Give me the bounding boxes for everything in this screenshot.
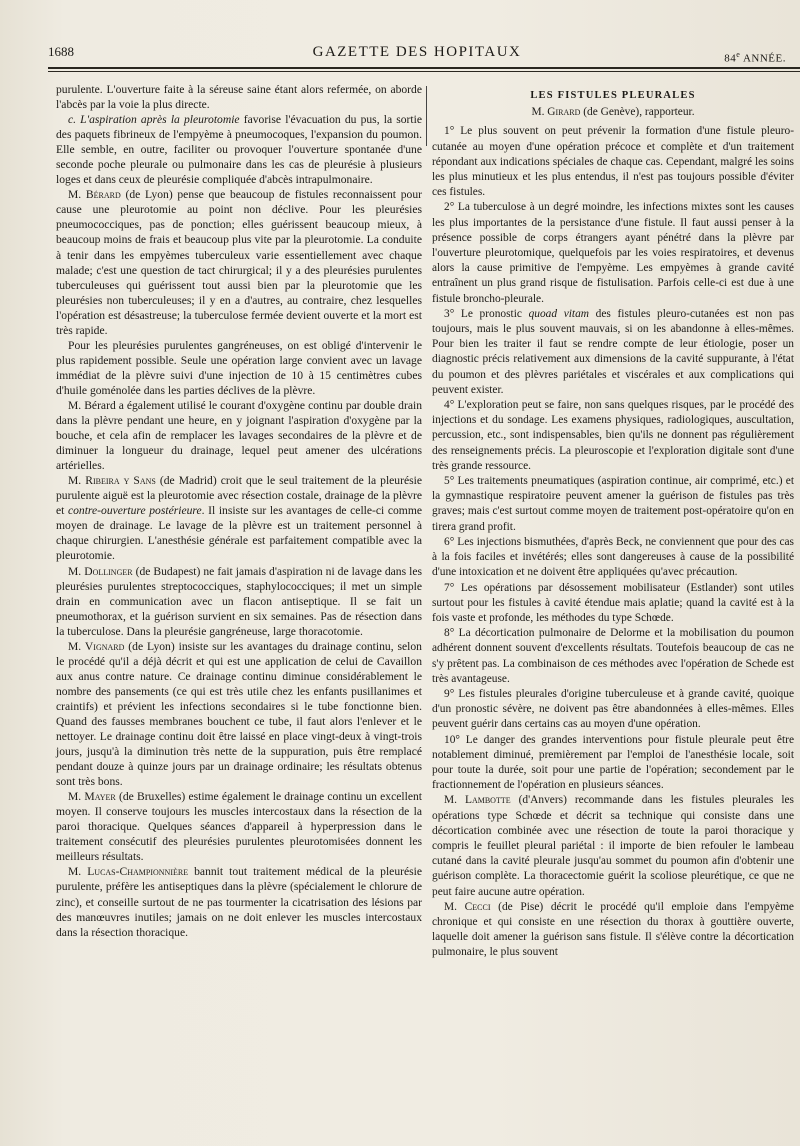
speaker-name: M. Lucas-Championnière <box>68 865 189 879</box>
speaker-name: M. Cecci <box>444 900 491 913</box>
lucas-text: bannit tout traitement médical de la pleurésie purulente, préfère les antiseptiques dans la plèvre (spécialement le chlorure de zinc), et conseille surtout de ne pas tourmenter la cicatrisation des lésions par des manœuvres inutiles; jamais on ne doit enlever les muscles intercostaux dans la résection thoracique. <box>56 865 423 939</box>
paragraph-cecci <box>432 900 794 961</box>
paragraph-dollinger <box>56 564 422 639</box>
aspiration-label: c. L'aspiration après la pleurotomie <box>68 113 240 127</box>
year-word: ANNÉE. <box>742 52 786 65</box>
year-number: 84 <box>724 52 737 65</box>
reporter-name: M. Girard <box>531 106 581 119</box>
speaker-name: M. Lambotte <box>444 794 511 807</box>
conclusion-1: 1° Le plus souvent on peut prévenir la formation d'une fistule pleuro-cutanée au moyen d'une opération précoce et complète et d'un traitement répondant aux indications spéciales de chaque cas. Cependant, malgré les soins les plus minutieux et les plus entendus, il n'est pas toujours possible d'éviter ces fistules. <box>432 125 794 199</box>
paragraph-lucas-championniere <box>56 864 422 939</box>
volume-year <box>724 50 786 65</box>
paragraph-vignard <box>56 639 422 789</box>
berard-text: (de Lyon) pense que beaucoup de fistules reconnaissent pour cause une pleurotomie au point non déclive. Pour les pleurésies pneumococciques, pas de ponction; elles guérissent beaucoup mieux, à beaucoup moins de frais et beaucoup plus vite par la pleurotomie. La conduite à tenir dans les empyèmes tuberculeux varie essentiellement avec chaque malade; c'est une question de tact chirurgical; il y a des pleurésies purulentes tuberculeuses qui guérissent tout aussi bien par la pleurotomie que les pleurésies non tuberculeuses; il y en a d'autres, au contraire, chez lesquelles l'opération est désastreuse; la tuberculose fermée devient ouverte et la mort est très rapide. <box>56 188 422 337</box>
aspiration-text: favorise l'évacuation du pus, la sortie des paquets fibrineux de l'empyème à pneumocoques, l'expansion du poumon. Elle semble, en outre, faciliter ou provoquer l'ouverture spontanée d'une seconde poche pleurale ou pulmonaire dans les cas de pleurésie à plusieurs loges et dans ceux de pleurésie compliquée d'abcès intrapulmonaire. <box>56 113 422 187</box>
speaker-name: M. Ribeira y Sans <box>68 474 156 488</box>
vignard-text: (de Lyon) insiste sur les avantages du drainage continu, selon le procédé qu'il a déjà décrit et qui est une application de celui de Cavaillon aux anus contre nature. Ce drainage continu diminue considérablement le nombre des pansements (ce qui est très utile chez les enfants pusillanimes et craintifs) et prévient les infections secondaires si le tube fonctionne bien. Quand des fausses membranes bouchent ce tube, il faut alors l'enlever et le nettoyer. Le drainage continu doit être laissé en place vingt-deux à vingt-trois jours, jusqu'à la diminution très nette de la suppuration, puis être remplacé pendant douze à quinze jours par un drainage ordinaire; les résultats obtenus sont très bons. <box>56 639 422 789</box>
conclusion-2: 2° La tuberculose à un degré moindre, les infections mixtes sont les causes les plus importantes de la persistance d'une fistule. Il faut aussi penser à la présence possible de corps étrangers ayant pénétré dans la plèvre par l'ouverture pleurotomique, quelquefois par les voies respiratoires, et devenus alors la cause primitive de l'empyème. Les empyèmes à grande cavité entraînent un plus grand risque de fistulisation. Parfois celle-ci est due à une fistule broncho-pleurale. <box>432 201 794 305</box>
section-title: LES FISTULES PLEURALES <box>530 90 696 101</box>
paragraph-oxygen: M. Bérard a également utilisé le courant d'oxygène continu par double drain dans la plèvre pendant une heure, en y joignant l'aspiration d'oxygène par la bouche, et cela afin de remplacer les lavages secondaires de la plèvre et de diminuer la longueur du drainage, lequel peut amener des ulcérations artérielles. <box>56 398 422 473</box>
ribeira-text-b: . Il insiste sur les avantages de celle-ci comme moyen de drainage. Le lavage de la plèvre est un traitement personnel à chaque chirurgien. L'anesthésie générale est parfaitement compatible avec la pleurotomie. <box>56 504 422 563</box>
year-superscript: e <box>736 50 741 59</box>
journal-title: GAZETTE DES HOPITAUX <box>312 44 522 60</box>
conclusion-4: 4° L'exploration peut se faire, non sans quelques risques, par le procédé des injections et du sondage. Les examens physiques, radiologiques, auscultation, percussion, etc., sont indispensables, bien qu'ils ne donnent pas régulièrement des renseignements précis. La pleuroscopie et l'exploration digitale sont d'une très grande ressource. <box>432 399 794 472</box>
paragraph-aspiration <box>56 112 422 187</box>
conclusion-6: 6° Les injections bismuthées, d'après Beck, ne conviennent que pour des cas à la fois faciles et invétérés; elles sont dangereuses à cause de la possibilité d'une intoxication et ne doivent être appliquées qu'avec précaution. <box>432 535 794 579</box>
paragraph-continuation: purulente. L'ouverture faite à la séreuse saine étant alors refermée, on aborde l'abcès par la voie la plus directe. <box>56 83 422 112</box>
section-reporter <box>432 105 794 120</box>
conclusion-7: 7° Les opérations par désossement mobilisateur (Estlander) sont utiles surtout pour les fistules à cavité étendue mais aplatie; quand la cavité est à la fois vaste et profonde, les méthodes du type Schœde. <box>432 581 794 624</box>
column-divider <box>426 86 427 146</box>
left-column <box>56 82 422 940</box>
ribeira-italic: contre-ouverture postérieure <box>67 504 202 518</box>
conclusion-3-b: des fistules pleuro-cutanées est non pas toujours, mais le plus souvent mauvais, si on les abandonne à elles-mêmes. Pour bien les traiter il faut se rendre compte de leur étiologie, poser un diagnostic précis relativement aux dimensions de la cavité suppurante, à l'état du poumon et des plèvres pariétales et viscérales et aux complications qui peuvent exister. <box>432 307 795 396</box>
paragraph-berard <box>56 187 422 337</box>
mayer-text: (de Bruxelles) estime également le drainage continu un excellent moyen. Il conserve toujours les muscles intercostaux dans la résection de la paroi thoracique. Quelques séances d'appareil à hyperpression dans le traitement consécutif des pleurésies purulentes pleurotomisées donnent les meilleurs résultats. <box>56 790 422 864</box>
speaker-name: M. Bérard <box>68 188 121 202</box>
page-number: 1688 <box>48 44 74 59</box>
conclusion-3 <box>432 307 794 398</box>
speaker-name: M. Mayer <box>68 790 116 804</box>
speaker-name: M. Vignard <box>68 639 125 653</box>
conclusion-5: 5° Les traitements pneumatiques (aspiration continue, air comprimé, etc.) et la gymnastique respiratoire peuvent amener la guérison de fistules pas très graves; mais c'est surtout comme moyen de traitement post-opératoire qu'on en tirera grand profit. <box>432 475 794 533</box>
lambotte-text: (d'Anvers) recommande dans les fistules pleurales les opérations type Schœde et décrit sa technique qui consiste dans une décortication combinée avec une résection de toute la paroi thoracique y compris le feuillet pleural pariétal : il importe de bien refouler le lambeau cutané dans la cavité pleurale jusqu'au sommet du poumon afin d'obtenir une guérison complète. La thoracectomie guérit la scoliose pleurétique, ce que ne peut faire aucune autre opération. <box>432 794 794 898</box>
conclusion-8: 8° La décortication pulmonaire de Delorme et la mobilisation du poumon adhérent donnent souvent d'excellents résultats. Toutefois beaucoup de cas ne s'y prêtent pas. La combinaison de ces méthodes avec l'opération de Schede est très avantageuse. <box>432 627 794 685</box>
paragraph-ribeira <box>56 473 422 563</box>
speaker-name: M. Dollinger <box>68 564 133 578</box>
conclusion-9: 9° Les fistules pleurales d'origine tuberculeuse et à grande cavité, quoique d'un pronostic sévère, ne doivent pas être abandonnées à elles-mêmes. Elles peuvent guérir dans certains cas au moyen d'une opération. <box>432 687 794 731</box>
paragraph-gangrene: Pour les pleurésies purulentes gangréneuses, on est obligé d'intervenir le plus rapidement possible. Seule une opération large convient avec un lavage immédiat de la plèvre suivi d'une injection de 10 à 15 centimètres cubes d'huile goménolée dans les parties déclives de la plèvre. <box>56 338 422 397</box>
header-rule-thin <box>48 71 800 72</box>
page-header <box>48 44 786 66</box>
dollinger-text: (de Budapest) ne fait jamais d'aspiration ni de lavage dans les pleurésies purulentes streptococciques, staphylococciques; il met un simple drain en communication avec un flacon antiseptique. Il se fait un pneumothorax, et la guérison survient en six semaines. Pas de résection dans la tuberculose. Dans la pleurésie gangréneuse, large thoracotomie. <box>56 564 422 638</box>
ribeira-text-a: (de Madrid) croit que le seul traitement de la pleurésie purulente aiguë est la pleurotomie avec résection costale, drainage de la plèvre et <box>56 474 422 518</box>
conclusion-3-a: 3° Le pronostic <box>444 307 529 320</box>
cecci-text: (de Pise) décrit le procédé qu'il emploie dans l'empyème chronique et qui consiste en une résection du thorax à gouttière ouverte, laquelle doit amener la guérison sans fistule. Il s'élève contre la décortication pulmonaire, le plus souvent <box>432 900 794 959</box>
header-rule-thick <box>48 67 800 69</box>
reporter-rest: (de Genève), rapporteur. <box>580 106 695 119</box>
conclusion-3-italic: quoad vitam <box>528 307 590 320</box>
conclusion-10: 10° Le danger des grandes interventions pour fistule pleurale peut être notablement diminué, premièrement par l'emploi de l'anesthésie locale, soit pour toute la durée, soit pour une partie de l'opération; secondement par le fractionnement de l'opération en plusieurs séances. <box>432 733 794 792</box>
right-column <box>432 82 794 961</box>
paragraph-lambotte <box>432 793 794 899</box>
paragraph-mayer <box>56 789 422 864</box>
